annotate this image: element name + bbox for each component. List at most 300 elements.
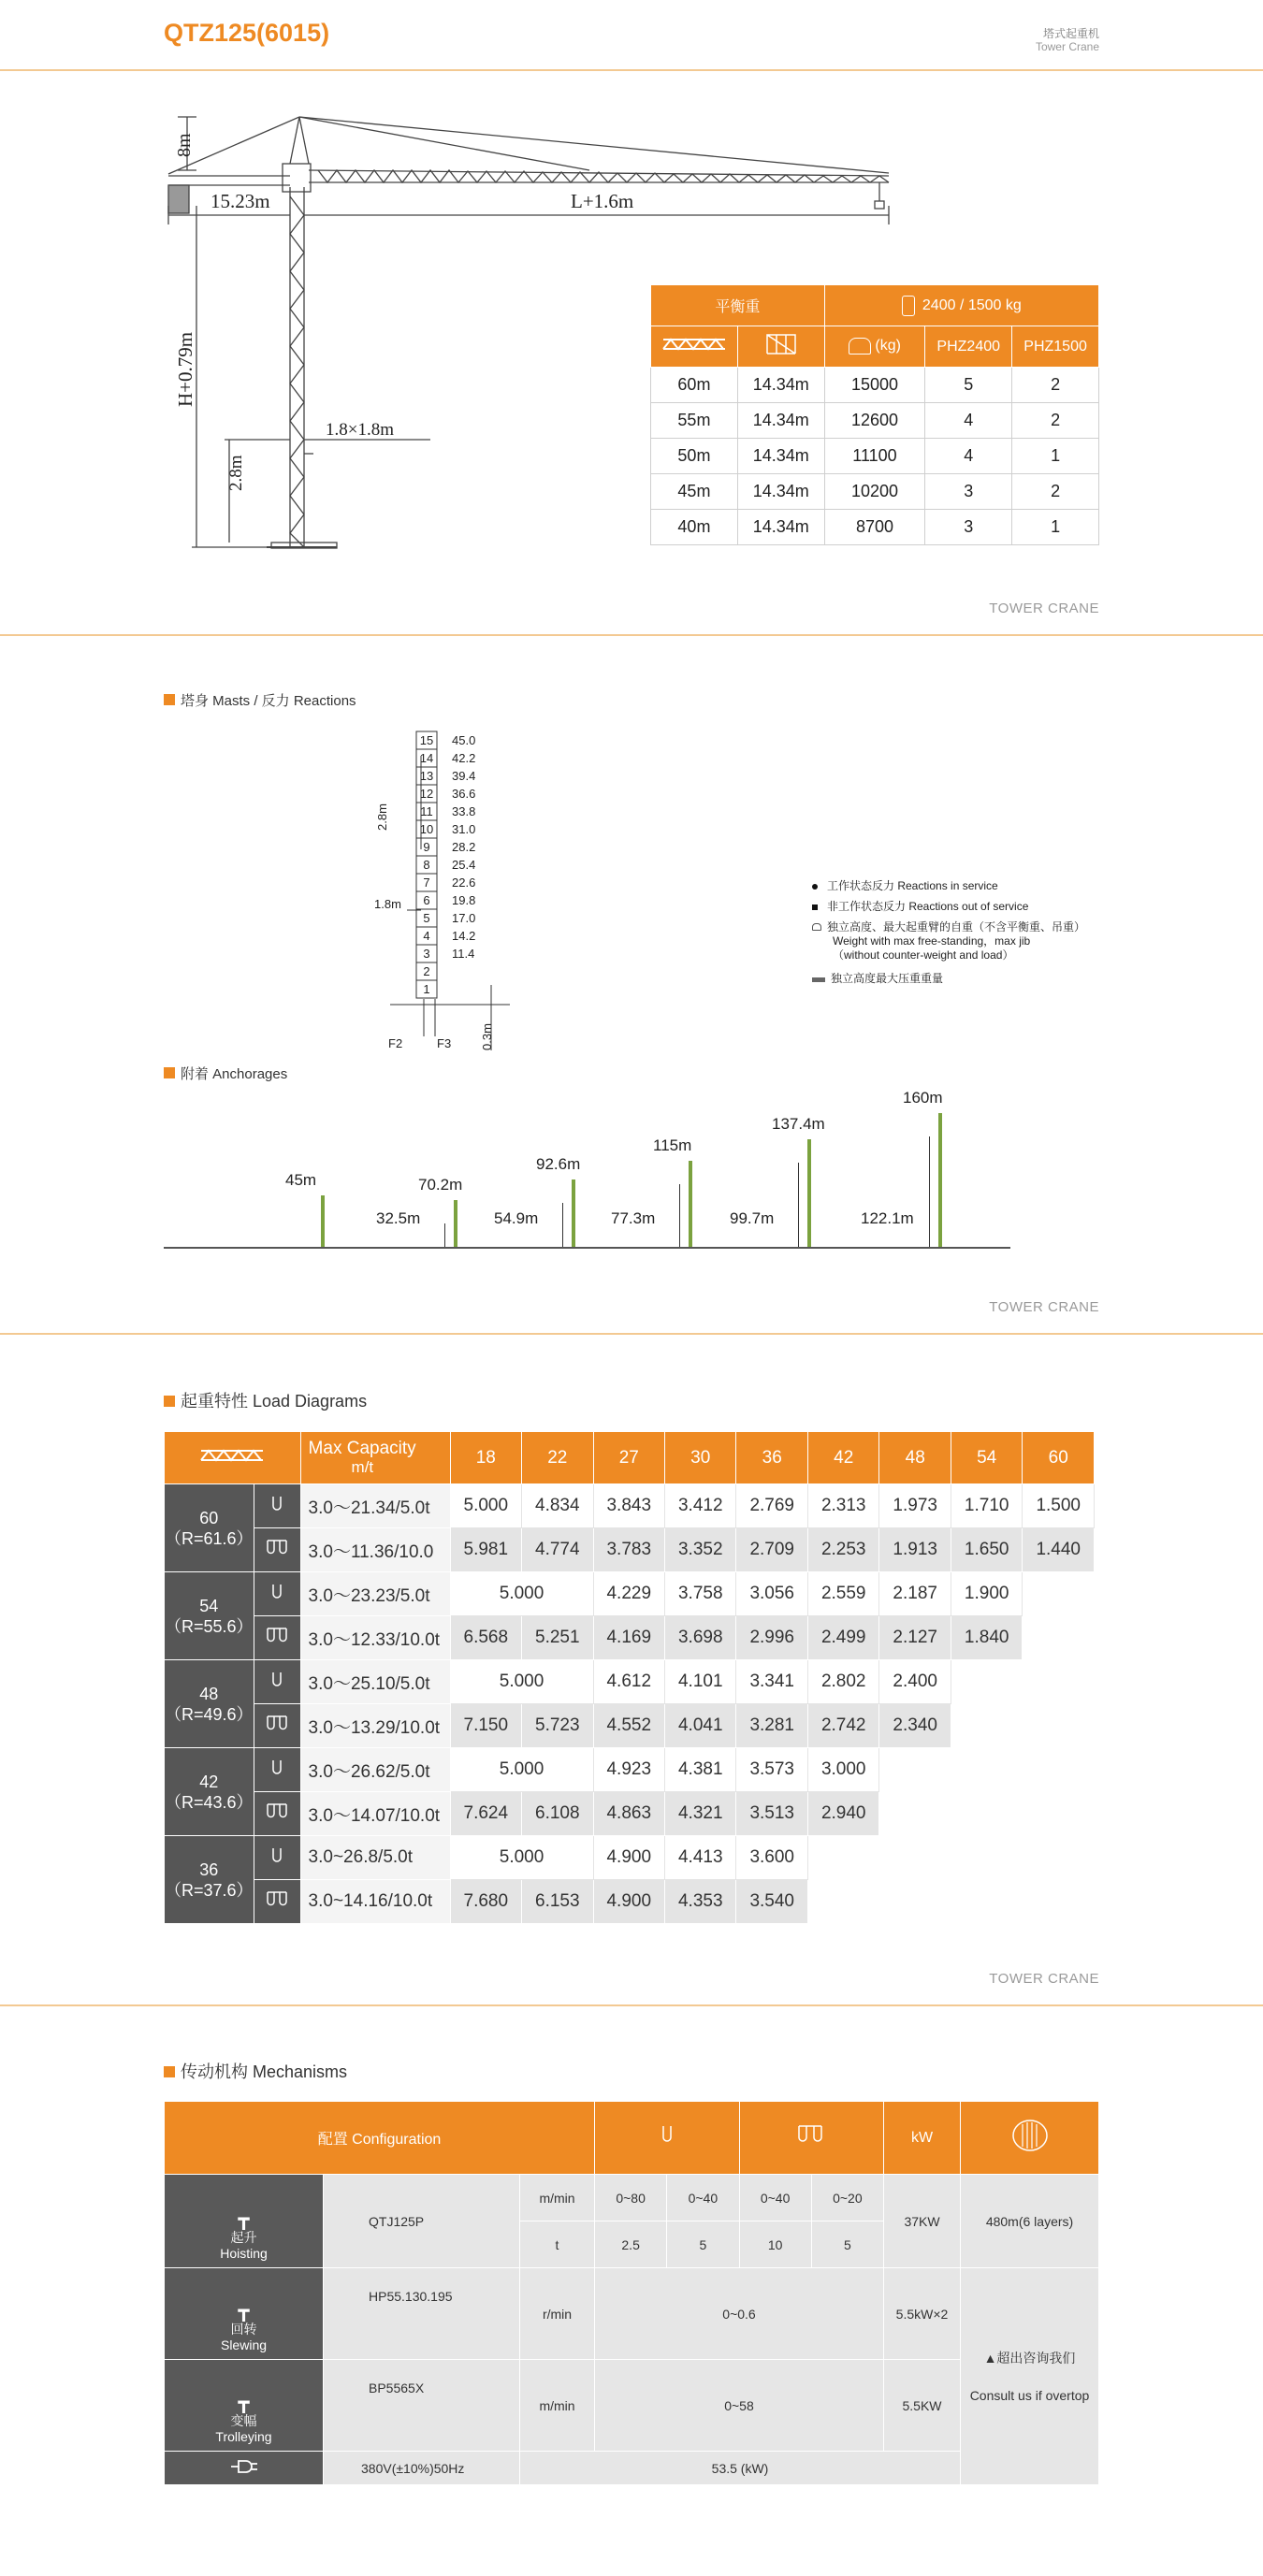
load-value: 4.900	[593, 1836, 664, 1880]
jib-length-cell: 48 （R=49.6）	[165, 1660, 254, 1748]
anchorage-top-height: 160m	[903, 1089, 943, 1107]
radius-48: 48	[879, 1432, 951, 1484]
counterweight-cell: 12600	[824, 403, 925, 439]
anchorage-free-height: 77.3m	[611, 1209, 656, 1227]
empty-cell	[951, 1792, 1022, 1836]
double-hook-icon	[254, 1704, 300, 1748]
empty-cell	[1023, 1616, 1095, 1660]
load-value: 4.321	[665, 1792, 736, 1836]
empty-cell	[1023, 1748, 1095, 1792]
mast-section-number: 8	[423, 858, 430, 872]
weight-kg-header: (kg)	[824, 326, 925, 368]
counterweight-cell: 1	[1012, 439, 1099, 474]
slewing-kw: 5.5kW×2	[884, 2268, 961, 2360]
counterweight-row	[651, 403, 1099, 439]
category-en: Tower Crane	[1035, 40, 1099, 53]
mast-height-label: 14.2	[452, 929, 476, 943]
legend-self-weight: 独立高度、最大起重臂的自重（不含平衡重、吊重）	[812, 920, 1085, 934]
load-value: 4.353	[665, 1880, 736, 1924]
anchorage-tower	[938, 1113, 942, 1247]
mast-height-label: 25.4	[452, 858, 476, 872]
counterweight-cell: 11100	[824, 439, 925, 474]
counterweight-header: 平衡重	[651, 285, 825, 326]
mast-height-label: 19.8	[452, 893, 476, 907]
load-value: 3.412	[665, 1484, 736, 1528]
load-value: 2.996	[736, 1616, 807, 1660]
anchorage-tower	[321, 1195, 325, 1247]
mast-section-number: 11	[420, 804, 433, 818]
load-value: 1.973	[879, 1484, 951, 1528]
trolleying-kw: 5.5KW	[884, 2360, 961, 2452]
max-capacity-header: Max Capacity m/t	[300, 1432, 450, 1484]
load-value-merged: 5.000	[450, 1748, 593, 1792]
radius-30: 30	[665, 1432, 736, 1484]
double-hook-icon	[254, 1880, 300, 1924]
anchorage-free-height: 122.1m	[861, 1209, 914, 1227]
load-row	[165, 1616, 1095, 1660]
load-section-title: 起重特性 Load Diagrams	[164, 1388, 367, 1412]
load-value: 2.709	[736, 1528, 807, 1572]
anchorage-top-height: 137.4m	[772, 1115, 825, 1133]
mast-size: 1.8×1.8m	[326, 420, 394, 440]
jib-length-cell: 36 （R=37.6）	[165, 1836, 254, 1924]
legend-self-weight-note: （without counter-weight and load）	[833, 948, 1014, 962]
anchorage-tower	[572, 1179, 575, 1247]
mast-height-label: 39.4	[452, 769, 476, 783]
jib-length-icon	[651, 326, 738, 368]
weight-icon	[812, 923, 821, 931]
empty-cell	[879, 1836, 951, 1880]
bullet-square-icon	[164, 2066, 175, 2077]
radius-60: 60	[1023, 1432, 1095, 1484]
anchorage-dimension-line	[679, 1184, 680, 1247]
slewing-icon: ┳	[238, 2301, 250, 2322]
bullet-square-icon	[164, 1396, 175, 1407]
load-row	[165, 1484, 1095, 1528]
hoisting-speed-unit: m/min	[520, 2175, 595, 2221]
radius-22: 22	[522, 1432, 593, 1484]
trolleying-speed: 0~58	[595, 2360, 884, 2452]
load-value: 5.251	[522, 1616, 593, 1660]
load-value: 3.281	[736, 1704, 807, 1748]
drum-icon	[961, 2102, 1099, 2175]
empty-cell	[951, 1880, 1022, 1924]
load-row	[165, 1704, 1095, 1748]
slewing-mechanism: ┳ 回转 Slewing	[165, 2268, 324, 2360]
empty-cell	[879, 1748, 951, 1792]
mast-width: 1.8m	[374, 897, 401, 911]
double-hook-icon	[254, 1528, 300, 1572]
empty-cell	[1023, 1880, 1095, 1924]
power-total: 53.5 (kW)	[520, 2452, 961, 2485]
slewing-speed: 0~0.6	[595, 2268, 884, 2360]
counterweight-cell: 4	[925, 439, 1012, 474]
load-value: 2.499	[807, 1616, 878, 1660]
load-diagram-table	[164, 1431, 1095, 1924]
mast-height-label: 28.2	[452, 840, 476, 854]
jib-icon-header	[165, 1432, 301, 1484]
capacity-config: 3.0～12.33/10.0t	[300, 1616, 450, 1660]
reaction-f3: F3	[437, 1036, 452, 1050]
trolleying-mechanism: ┳ 变幅 Trolleying	[165, 2360, 324, 2452]
empty-cell	[879, 1880, 951, 1924]
trolleying-icon: ┳	[238, 2393, 250, 2413]
load-value-merged: 5.000	[450, 1660, 593, 1704]
counterweight-cell: 14.34m	[737, 403, 824, 439]
load-value: 4.923	[593, 1748, 664, 1792]
counterweight-block-icon	[902, 296, 915, 316]
mast-section-height: 2.8m	[375, 803, 389, 831]
single-hook-icon	[254, 1748, 300, 1792]
footer-tag: TOWER CRANE	[989, 1299, 1099, 1315]
category-cn: 塔式起重机	[1042, 27, 1099, 40]
load-value: 3.540	[736, 1880, 807, 1924]
load-row	[165, 1528, 1095, 1572]
anchorage-top-height: 92.6m	[536, 1155, 581, 1173]
load-value: 1.710	[951, 1484, 1022, 1528]
anchorage-tower	[689, 1161, 692, 1247]
jib-length-cell: 54 （R=55.6）	[165, 1572, 254, 1660]
phz2400-header: PHZ2400	[925, 326, 1012, 368]
mast-section-number: 6	[423, 893, 430, 907]
mast-section-number: 2	[423, 964, 430, 978]
ballast-icon	[812, 977, 825, 982]
load-value: 3.758	[665, 1572, 736, 1616]
empty-cell	[1023, 1836, 1095, 1880]
page-title: QTZ125(6015)	[164, 19, 330, 47]
anchorage-dimension-line	[929, 1136, 930, 1247]
mechanisms-table	[164, 2101, 1099, 2485]
load-value: 4.101	[665, 1660, 736, 1704]
load-value: 5.981	[450, 1528, 521, 1572]
hoisting-speed-3: 0~40	[739, 2175, 811, 2221]
rope-capacity: 480m(6 layers)	[961, 2175, 1099, 2268]
load-value: 3.573	[736, 1748, 807, 1792]
load-value: 1.900	[951, 1572, 1022, 1616]
bullet-square-icon	[164, 694, 175, 705]
counterweight-cell: 8700	[824, 510, 925, 545]
legend-self-weight-en: Weight with max free-standing，max jib	[833, 934, 1031, 948]
load-value: 7.624	[450, 1792, 521, 1836]
load-value: 4.834	[522, 1484, 593, 1528]
load-value: 4.900	[593, 1880, 664, 1924]
counterweight-cell: 4	[925, 403, 1012, 439]
anchorage-top-height: 70.2m	[418, 1176, 463, 1194]
mast-section-number: 9	[423, 840, 430, 854]
load-value: 4.413	[665, 1836, 736, 1880]
single-hook-icon	[254, 1660, 300, 1704]
load-value: 7.680	[450, 1880, 521, 1924]
capacity-config: 3.0～14.07/10.0t	[300, 1792, 450, 1836]
jib-length-cell: 60 （R=61.6）	[165, 1484, 254, 1572]
load-value: 2.769	[736, 1484, 807, 1528]
load-value: 3.341	[736, 1660, 807, 1704]
load-value: 2.742	[807, 1704, 878, 1748]
counterweight-cell: 1	[1012, 510, 1099, 545]
load-value: 3.000	[807, 1748, 878, 1792]
counterweight-table	[650, 284, 1099, 545]
anchorage-dimension-line	[798, 1163, 799, 1247]
single-hook-icon	[254, 1836, 300, 1880]
mast-height-label: 22.6	[452, 876, 476, 890]
divider	[0, 1333, 1263, 1335]
mast-section-number: 5	[423, 911, 430, 925]
load-value: 2.187	[879, 1572, 951, 1616]
load-value: 2.253	[807, 1528, 878, 1572]
mast-height-label: 45.0	[452, 733, 476, 747]
counterweight-cell: 40m	[651, 510, 738, 545]
tower-height: H+0.79m	[174, 331, 196, 407]
empty-cell	[951, 1660, 1022, 1704]
anchorages-section-title: 附着 Anchorages	[164, 1064, 287, 1083]
anchorage-dimension-line	[562, 1203, 563, 1247]
counterweight-cell: 14.34m	[737, 368, 824, 403]
anchorage-free-height: 54.9m	[494, 1209, 539, 1227]
capacity-config: 3.0～23.23/5.0t	[300, 1572, 450, 1616]
mast-section-number: 3	[423, 947, 430, 961]
anchorage-free-height: 32.5m	[376, 1209, 421, 1227]
capacity-config: 3.0～26.62/5.0t	[300, 1748, 450, 1792]
base-height: 0.3m	[480, 1023, 494, 1050]
hoisting-kw: 37KW	[884, 2175, 961, 2268]
empty-cell	[1023, 1660, 1095, 1704]
load-value: 2.802	[807, 1660, 878, 1704]
legend-in-service: 工作状态反力 Reactions in service	[812, 879, 998, 893]
mast-height-label: 31.0	[452, 822, 476, 836]
hoisting-speed-1: 0~80	[595, 2175, 667, 2221]
top-height: 8m	[174, 133, 195, 157]
radius-18: 18	[450, 1432, 521, 1484]
configuration-header: 配置 Configuration	[165, 2102, 595, 2175]
hoisting-load-2: 5	[667, 2221, 739, 2268]
divider	[0, 634, 1263, 636]
load-value: 4.041	[665, 1704, 736, 1748]
counterweight-row	[651, 510, 1099, 545]
counterweight-cell: 5	[925, 368, 1012, 403]
single-hook-icon	[595, 2102, 740, 2175]
load-value: 3.843	[593, 1484, 664, 1528]
empty-cell	[1023, 1572, 1095, 1616]
single-hook-icon	[254, 1484, 300, 1528]
single-hook-icon	[254, 1572, 300, 1616]
load-value: 3.783	[593, 1528, 664, 1572]
legend-out-of-service: 非工作状态反力 Reactions out of service	[812, 900, 1028, 914]
radius-36: 36	[736, 1432, 807, 1484]
counterweight-cell: 60m	[651, 368, 738, 403]
load-value: 3.352	[665, 1528, 736, 1572]
mast-height-label: 33.8	[452, 804, 476, 818]
mast-height-label: 42.2	[452, 751, 476, 765]
counter-jib-length: 15.23m	[210, 190, 270, 212]
bullet-square-icon	[164, 1067, 175, 1078]
double-hook-icon	[739, 2102, 884, 2175]
anchorage-top-height: 45m	[285, 1171, 317, 1189]
empty-cell	[1023, 1704, 1095, 1748]
capacity-config: 3.0～21.34/5.0t	[300, 1484, 450, 1528]
load-value: 2.559	[807, 1572, 878, 1616]
anchorage-diagram	[164, 1085, 1010, 1253]
mast-height-label: 17.0	[452, 911, 476, 925]
power-plug-icon	[165, 2452, 324, 2485]
anchorage-free-height: 99.7m	[730, 1209, 775, 1227]
counterweight-row	[651, 368, 1099, 403]
mast-section-number: 1	[423, 982, 430, 996]
load-value: 4.229	[593, 1572, 664, 1616]
capacity-config: 3.0～11.36/10.0	[300, 1528, 450, 1572]
mast-height-label: 11.4	[452, 947, 475, 961]
hoisting-load-unit: t	[520, 2221, 595, 2268]
load-value: 6.568	[450, 1616, 521, 1660]
trolleying-unit: m/min	[520, 2360, 595, 2452]
section-height: 2.8m	[226, 455, 246, 491]
load-value: 5.723	[522, 1704, 593, 1748]
load-value: 1.500	[1023, 1484, 1095, 1528]
counterweight-cell: 45m	[651, 474, 738, 510]
square-icon	[812, 904, 818, 910]
load-value: 2.400	[879, 1660, 951, 1704]
load-row	[165, 1748, 1095, 1792]
counterweight-cell: 14.34m	[737, 439, 824, 474]
load-value: 6.108	[522, 1792, 593, 1836]
trolleying-model: BP5565X	[324, 2360, 520, 2452]
reaction-f2: F2	[388, 1036, 403, 1050]
kw-header: kW	[884, 2102, 961, 2175]
counterweight-cell: 14.34m	[737, 510, 824, 545]
mast-section-number: 7	[423, 876, 430, 890]
footer-tag: TOWER CRANE	[989, 1971, 1099, 1987]
mast-section-number: 14	[419, 751, 434, 765]
mast-height-label: 36.6	[452, 787, 476, 801]
counterweight-cell: 3	[925, 474, 1012, 510]
ground-line	[164, 1247, 1010, 1249]
capacity-config: 3.0～25.10/5.0t	[300, 1660, 450, 1704]
capacity-config: 3.0~26.8/5.0t	[300, 1836, 450, 1880]
load-value: 1.650	[951, 1528, 1022, 1572]
counter-jib-icon	[737, 326, 824, 368]
hoisting-load-1: 2.5	[595, 2221, 667, 2268]
anchorage-tower	[454, 1200, 457, 1247]
load-value: 2.340	[879, 1704, 951, 1748]
mast-section-number: 13	[419, 769, 434, 783]
empty-cell	[951, 1748, 1022, 1792]
hoisting-mechanism: ┳ 起升 Hoisting	[165, 2175, 324, 2268]
double-hook-icon	[254, 1792, 300, 1836]
load-value: 3.698	[665, 1616, 736, 1660]
counterweight-row	[651, 439, 1099, 474]
mast-section-number: 15	[419, 733, 434, 747]
load-value: 4.381	[665, 1748, 736, 1792]
counterweight-cell: 2	[1012, 474, 1099, 510]
jib-length-cell: 42 （R=43.6）	[165, 1748, 254, 1836]
load-value: 1.840	[951, 1616, 1022, 1660]
capacity-config: 3.0～13.29/10.0t	[300, 1704, 450, 1748]
counterweight-cell: 55m	[651, 403, 738, 439]
load-value: 2.127	[879, 1616, 951, 1660]
mast-section-number: 10	[419, 822, 434, 836]
radius-42: 42	[807, 1432, 878, 1484]
empty-cell	[951, 1836, 1022, 1880]
anchorage-top-height: 115m	[653, 1136, 692, 1154]
empty-cell	[807, 1880, 878, 1924]
hoisting-load-4: 5	[811, 2221, 883, 2268]
divider	[0, 69, 1263, 71]
anchorage-dimension-line	[444, 1223, 445, 1247]
counterweight-cell: 2	[1012, 368, 1099, 403]
anchorage-tower	[807, 1139, 811, 1247]
load-value: 4.169	[593, 1616, 664, 1660]
load-value: 1.913	[879, 1528, 951, 1572]
load-value: 7.150	[450, 1704, 521, 1748]
phz1500-header: PHZ1500	[1012, 326, 1099, 368]
mast-diagram	[370, 728, 557, 1055]
load-value: 2.940	[807, 1792, 878, 1836]
dot-icon	[812, 884, 818, 890]
load-value: 3.513	[736, 1792, 807, 1836]
masts-section-title: 塔身 Masts / 反力 Reactions	[164, 690, 356, 710]
load-row	[165, 1836, 1095, 1880]
consult-note: ▲超出咨询我们 Consult us if overtop	[961, 2268, 1099, 2485]
hoisting-icon: ┳	[238, 2209, 250, 2230]
legend-ballast: 独立高度最大压重重量	[812, 972, 943, 986]
load-value: 3.056	[736, 1572, 807, 1616]
radius-54: 54	[951, 1432, 1022, 1484]
power-voltage: 380V(±10%)50Hz	[324, 2452, 520, 2485]
capacity-config: 3.0~14.16/10.0t	[300, 1880, 450, 1924]
mast-section-number: 4	[423, 929, 430, 943]
counterweight-cell: 14.34m	[737, 474, 824, 510]
load-value: 5.000	[450, 1484, 521, 1528]
jib-length: L+1.6m	[571, 190, 634, 212]
double-hook-icon	[254, 1616, 300, 1660]
load-value: 1.440	[1023, 1528, 1095, 1572]
empty-cell	[1023, 1792, 1095, 1836]
counterweight-cell: 2	[1012, 403, 1099, 439]
load-row	[165, 1792, 1095, 1836]
load-value: 6.153	[522, 1880, 593, 1924]
load-row	[165, 1880, 1095, 1924]
mast-section-number: 12	[419, 787, 434, 801]
hoisting-speed-2: 0~40	[667, 2175, 739, 2221]
divider	[0, 2004, 1263, 2006]
counterweight-cell: 10200	[824, 474, 925, 510]
counterweight-cell: 50m	[651, 439, 738, 474]
mech-section-title: 传动机构 Mechanisms	[164, 2059, 347, 2083]
load-value: 3.600	[736, 1836, 807, 1880]
empty-cell	[951, 1704, 1022, 1748]
load-value: 4.774	[522, 1528, 593, 1572]
weight-icon	[849, 338, 871, 355]
load-row	[165, 1572, 1095, 1616]
load-value: 4.552	[593, 1704, 664, 1748]
hoisting-model: QTJ125P	[324, 2175, 520, 2268]
slewing-unit: r/min	[520, 2268, 595, 2360]
load-value: 4.612	[593, 1660, 664, 1704]
slewing-model: HP55.130.195	[324, 2268, 520, 2360]
load-value-merged: 5.000	[450, 1836, 593, 1880]
footer-tag: TOWER CRANE	[989, 601, 1099, 616]
empty-cell	[879, 1792, 951, 1836]
counterweight-block-header: 2400 / 1500 kg	[824, 285, 1098, 326]
load-value: 2.313	[807, 1484, 878, 1528]
load-value-merged: 5.000	[450, 1572, 593, 1616]
load-row	[165, 1660, 1095, 1704]
counterweight-row	[651, 474, 1099, 510]
counterweight-cell: 3	[925, 510, 1012, 545]
hoisting-speed-4: 0~20	[811, 2175, 883, 2221]
radius-27: 27	[593, 1432, 664, 1484]
counterweight-cell: 15000	[824, 368, 925, 403]
empty-cell	[807, 1836, 878, 1880]
